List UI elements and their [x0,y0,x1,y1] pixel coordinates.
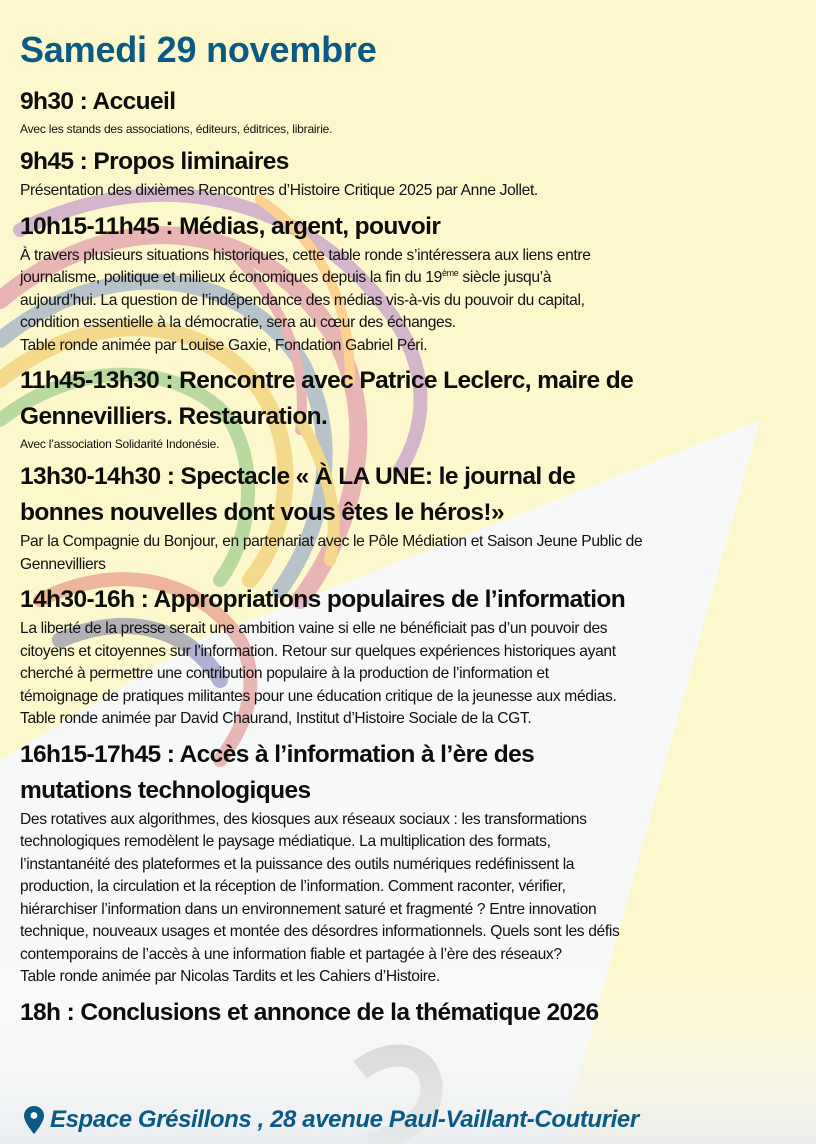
session-propos-liminaires [20,144,796,203]
session-title-cont: bonnes nouvelles dont vous êtes le héros!» [20,499,504,526]
location-pin-icon [24,1106,44,1134]
session-moderator: Table ronde animée par Nicolas Tardits et les Cahiers d’Histoire. [20,968,440,985]
session-title: 9h45 : Propos liminaires [20,148,289,175]
session-description-line: condition essentielle à la démocratie, sera au cœur des échanges. [20,314,456,331]
session-rencontre-maire [20,363,796,453]
ordinal-superscript: ème [441,268,459,278]
session-spectacle [20,459,796,576]
session-title-cont: Gennevilliers. Restauration. [20,403,328,430]
session-medias-argent-pouvoir [20,209,796,358]
session-title: 10h15-11h45 : Médias, argent, pouvoir [20,212,441,240]
session-description-line: contemporains de l’accès à une information fiable et partagée à l’ère des réseaux? [20,945,562,963]
session-acces-information [20,737,796,989]
session-description-line [20,267,796,290]
session-description: Présentation des dixièmes Rencontres d’Histoire Critique 2025 par Anne Jollet. [20,182,538,199]
session-title-cont: mutations technologiques [20,776,311,804]
session-description-line: l’instantanéité des plateformes et la puissance des outils numériques redéfinissent la [20,855,575,873]
session-description: Avec les stands des associations, éditeurs, éditrices, librairie. [20,122,333,136]
venue-text: Espace Grésillons , 28 avenue Paul-Vaillant-Couturier [50,1106,639,1133]
desc-text: journalisme, politique et milieux économiques depuis la fin du 19 [20,269,442,286]
session-description-line: cherché à permettre une contribution populaire à la production de l’information et [20,665,549,682]
session-description-line: aujourd’hui. La question de l’indépendance des médias vis-à-vis du pouvoir du capital, [20,291,585,309]
venue-address [24,1106,639,1134]
session-conclusions [20,995,796,1031]
session-description-line: Par la Compagnie du Bonjour, en partenariat avec le Pôle Médiation et Saison Jeune Public de [20,533,643,550]
session-title: 18h : Conclusions et annonce de la thématique 2026 [20,998,599,1026]
session-description-line: citoyens et citoyennes sur l’information. Retour sur quelques expériences historiques ayant [20,642,616,660]
desc-text: siècle jusqu’à [458,269,552,286]
day-title: Samedi 29 novembre [20,29,377,70]
session-accueil [20,84,796,138]
session-description-line: technique, nouveaux usages et montée des désordres informationnels. Quels sont les défis [20,923,620,940]
session-moderator: Table ronde animée par David Chaurand, Institut d’Histoire Sociale de la CGT. [20,710,532,727]
session-description-line: hiérarchiser l’information dans un environnement saturé et fragmenté ? Entre innovation [20,900,597,918]
session-description: Avec l’association Solidarité Indonésie. [20,437,220,451]
session-description-line: témoignage de pratiques militantes pour une éducation critique de la jeunesse aux médias. [20,687,617,705]
session-description-line: technologiques remodèlent le paysage médiatique. La multiplication des formats, [20,833,551,850]
session-description-line: À travers plusieurs situations historiques, cette table ronde s’intéressera aux liens entre [20,246,591,264]
session-title: 14h30-16h : Appropriations populaires de l’information [20,586,626,613]
session-appropriations-populaires [20,582,796,731]
session-description-line: Gennevilliers [20,555,106,573]
session-description-line: production, la circulation et la réception de l’information. Comment raconter, vérifier, [20,878,566,895]
session-title: 16h15-17h45 : Accès à l’information à l’ère des [20,740,535,768]
session-description-line: La liberté de la presse serait une ambition vaine si elle ne bénéficiait pas d’un pouvoir des [20,620,608,637]
session-moderator: Table ronde animée par Louise Gaxie, Fondation Gabriel Péri. [20,336,428,354]
session-title: 9h30 : Accueil [20,88,176,115]
session-title: 11h45-13h30 : Rencontre avec Patrice Leclerc, maire de [20,367,634,394]
session-description-line: Des rotatives aux algorithmes, des kiosques aux réseaux sociaux : les transformations [20,810,587,828]
session-title: 13h30-14h30 : Spectacle « À LA UNE: le journal de [20,463,576,490]
